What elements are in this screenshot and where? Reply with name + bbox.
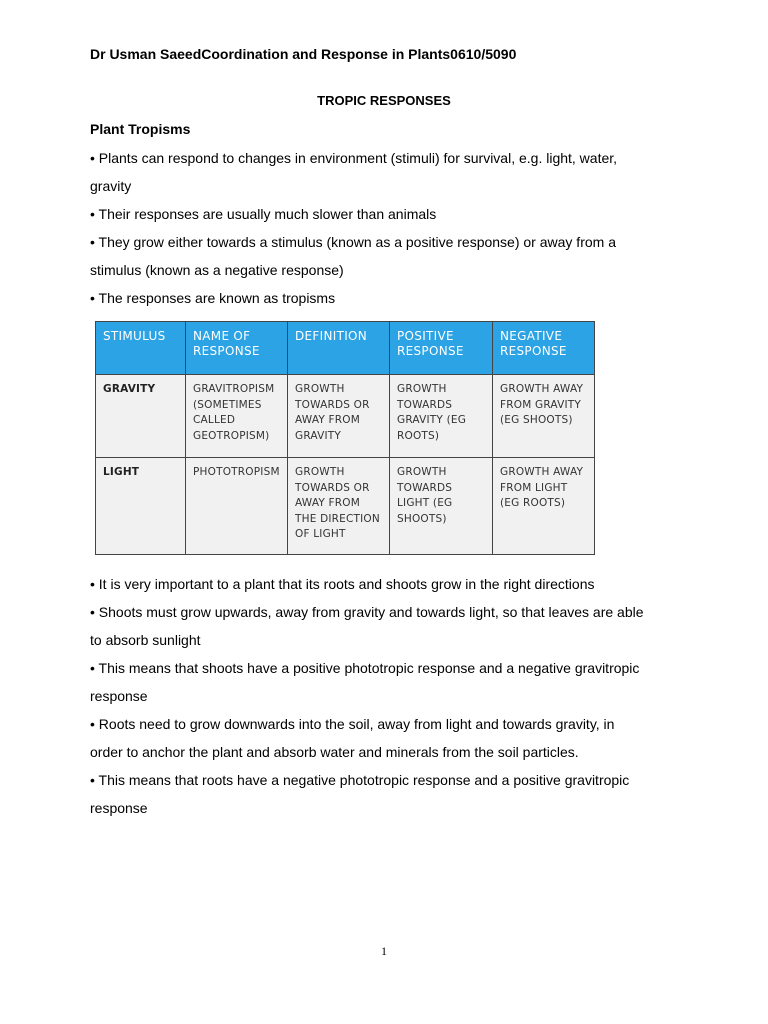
bullet-item: • This means that shoots have a positive phototropic response and a negative gravitropic response xyxy=(90,660,640,704)
table-header-cell: NAME OF RESPONSE xyxy=(186,322,288,375)
table-row xyxy=(96,375,595,458)
table-header-cell: NEGATIVE RESPONSE xyxy=(493,322,595,375)
table-cell: PHOTOTROPISM xyxy=(186,458,288,555)
table-header-cell: POSITIVE RESPONSE xyxy=(390,322,493,375)
bullet-item: • This means that roots have a negative phototropic response and a positive gravitropic response xyxy=(90,772,630,816)
page-title: TROPIC RESPONSES xyxy=(317,93,451,108)
page-number: 1 xyxy=(381,944,387,958)
intro-bullets xyxy=(90,144,650,312)
table-cell: GROWTH TOWARDS OR AWAY FROM THE DIRECTION OF LIGHT xyxy=(288,458,390,555)
bullet-item: • Plants can respond to changes in environment (stimuli) for survival, e.g. light, water, gravity xyxy=(90,150,618,194)
document-header: Dr Usman SaeedCoordination and Response in Plants0610/5090 xyxy=(90,46,517,62)
bullet-item: • The responses are known as tropisms xyxy=(90,290,336,306)
section-heading: Plant Tropisms xyxy=(90,121,191,137)
table-header-row xyxy=(96,322,595,375)
table-row xyxy=(96,458,595,555)
body-bullets xyxy=(90,570,650,822)
table-cell: GRAVITROPISM (SOMETIMES CALLED GEOTROPISM) xyxy=(186,375,288,458)
bullet-item: • Their responses are usually much slower than animals xyxy=(90,206,437,222)
table-cell: GROWTH TOWARDS GRAVITY (EG ROOTS) xyxy=(390,375,493,458)
tropism-table xyxy=(95,321,595,555)
table-cell: GROWTH AWAY FROM LIGHT (EG ROOTS) xyxy=(493,458,595,555)
bullet-item: • They grow either towards a stimulus (known as a positive response) or away from a stimulus (known as a negative response) xyxy=(90,234,616,278)
table-cell: GROWTH TOWARDS OR AWAY FROM GRAVITY xyxy=(288,375,390,458)
table-cell: GROWTH TOWARDS LIGHT (EG SHOOTS) xyxy=(390,458,493,555)
table-cell: GRAVITY xyxy=(96,375,186,458)
table-cell: GROWTH AWAY FROM GRAVITY (EG SHOOTS) xyxy=(493,375,595,458)
table-header-cell: DEFINITION xyxy=(288,322,390,375)
table-cell: LIGHT xyxy=(96,458,186,555)
bullet-item: • Roots need to grow downwards into the soil, away from light and towards gravity, in order to anchor the plant and absorb water and minerals from the soil particles. xyxy=(90,716,615,760)
table-header-cell: STIMULUS xyxy=(96,322,186,375)
bullet-item: • It is very important to a plant that its roots and shoots grow in the right directions xyxy=(90,576,595,592)
bullet-item: • Shoots must grow upwards, away from gravity and towards light, so that leaves are able to absorb sunlight xyxy=(90,604,644,648)
